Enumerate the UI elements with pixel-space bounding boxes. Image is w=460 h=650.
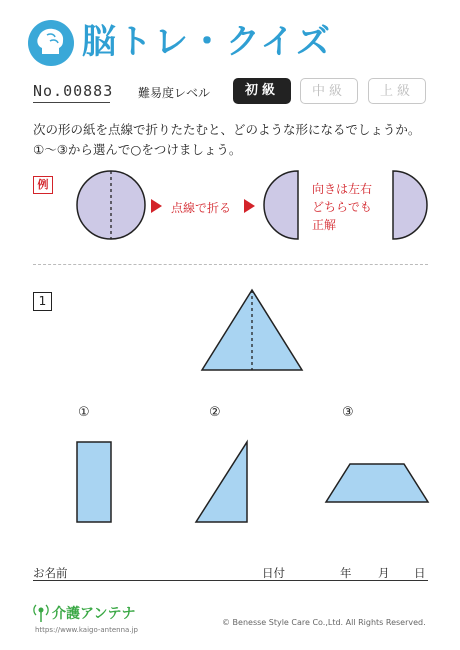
- instruction-line-2: ①～③から選んで○をつけましょう。: [33, 142, 242, 157]
- level-intermediate-badge: 中級: [300, 78, 358, 104]
- copyright-text: © Benesse Style Care Co.,Ltd. All Rights Reserved.: [222, 618, 426, 627]
- question-number-box: 1: [33, 292, 52, 311]
- example-arrow-text: 点線で折る: [171, 201, 232, 215]
- day-label: 日: [414, 566, 426, 580]
- brand-url: https://www.kaigo-antenna.jp: [35, 626, 138, 634]
- name-label: お名前: [33, 566, 68, 580]
- page-title: 脳トレ・クイズ: [82, 22, 332, 62]
- month-label: 月: [378, 566, 390, 580]
- year-label: 年: [340, 566, 352, 580]
- date-label: 日付: [262, 566, 285, 580]
- level-advanced-badge: 上級: [368, 78, 426, 104]
- level-beginner-badge: 初級: [233, 78, 291, 104]
- example-tag: 例: [33, 176, 53, 194]
- instruction-line-1: 次の形の紙を点線で折りたたむと、どのような形になるでしょうか。: [33, 122, 421, 137]
- brand-name: 介護アンテナ: [52, 606, 136, 622]
- option-2-label: ②: [209, 405, 221, 420]
- puzzle-number: No.00883: [33, 82, 114, 100]
- example-note-line-3: 正解: [312, 218, 337, 232]
- option-3-label: ③: [342, 405, 354, 420]
- example-note-line-2: どちらでも: [312, 200, 372, 214]
- difficulty-label: 難易度レベル: [138, 86, 211, 100]
- option-1-label: ①: [78, 405, 90, 420]
- example-note-line-1: 向きは左右: [312, 182, 373, 196]
